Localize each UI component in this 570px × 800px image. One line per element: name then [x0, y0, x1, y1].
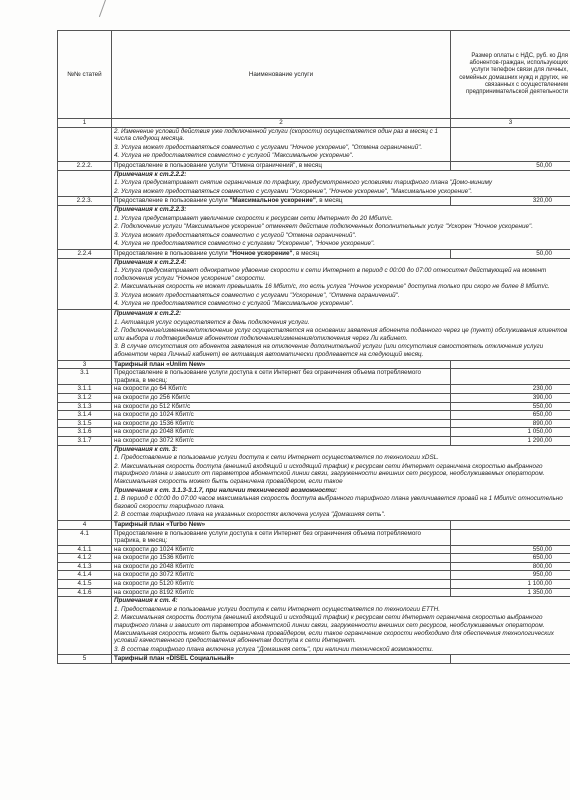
- speed-option: на скорости до 1024 Кбит/с: [112, 411, 451, 420]
- speed-option: на скорости до 512 Кбит/с: [112, 402, 451, 411]
- speed-option: на скорости до 1536 Кбит/с: [112, 554, 451, 563]
- article-number: 4.1.5: [58, 580, 112, 589]
- note-block: Примечания к ст.2.2: 1. Активация услуг осуществляется в день подключения услуги. 2. Подключение/изменение/отключение услуг осуществляется на основании заявления абонента поданного через це (пункт) обслуживания клиентов или выбора и подтверждения абонентом подключения/изменения/отключения через Ли кабинет. 3. В случае отсутствия от абонента заявления на отключение дополнительной услуги (или отсутствия самостоятель отключения услуги абонентом через Личный кабинет) ее активация автоматически продлевается на следующий месяц.: [112, 310, 570, 361]
- service-name: Предоставление в пользование услуги доступа к сети Интернет без ограничения объема потребляемого трафика, в месяц:: [112, 529, 451, 545]
- tariff-plan-title: Тарифный план «Unlim New»: [112, 360, 451, 369]
- speed-option: на скорости до 3072 Кбит/с: [112, 436, 451, 445]
- speed-option: на скорости до 2048 Кбит/с: [112, 562, 451, 571]
- price-cell: 650,00: [451, 411, 570, 420]
- article-number: 4: [58, 520, 112, 529]
- article-number: 2.2.4: [58, 249, 112, 258]
- price-cell: 650,00: [451, 554, 570, 563]
- price-cell: 230,00: [451, 385, 570, 394]
- price-cell: 950,00: [451, 571, 570, 580]
- price-cell: 890,00: [451, 419, 570, 428]
- note-block: Примечания к ст.2.2.3: 1. Услуга предусматривает увеличение скорости к ресурсам сети Интернет до 20 Мбит/с. 2. Подключение услуги "Максимальное ускорение" отменяет действие подключенных дополнительных услуг "Ускорен "Ночное ускорение". 3. Услуга может предоставляться совместно с услугой "Отмена ограничений". 4. Услуга не предоставляется совместно с услугами "Ускорение", "Ночное ускорение".: [112, 205, 570, 249]
- speed-option: на скорости до 3072 Кбит/с: [112, 571, 451, 580]
- article-number: 4.1.6: [58, 588, 112, 597]
- price-cell: 1 290,00: [451, 436, 570, 445]
- service-name: Предоставление в пользование услуги доступа к сети Интернет без ограничения объема потребляемого трафика, в месяц:: [112, 369, 451, 385]
- article-number: 4.1.1: [58, 545, 112, 554]
- article-number: 3.1.2: [58, 394, 112, 403]
- note-block: Примечания к ст. 3: 1. Предоставление в пользование услуги доступа к сети Интернет осуществляется по технологии xDSL. 2. Максимальная скорость доступа (внешний входящий и исходящий трафик) к ресурсам сети Интернет ограничена скоростью выбранного тарифного плана и зависит от параметров абонентской линии связи, загруженности внешних сет ресурсов, необслуживаемых оператором. Максимальная скорость может быть ограничена провайдером, если такое Примечания к ст. 3.1.3-3.1.7, при наличии технической возможности: 1. В период с 00:00 до 07:00 часов максимальная скорость доступа выбранного тарифного плана увеличивается провай на 1 Мбит/с относительно базовой скорости тарифного плана. 2. В состав тарифного плана на указанных скоростях включена услуга "Домашняя сеть".: [112, 445, 570, 520]
- column-number-1: 1: [58, 119, 112, 128]
- header-service-name: Наименование услуги: [112, 31, 451, 119]
- article-number: 3.1.3: [58, 402, 112, 411]
- article-number: 4.1.2: [58, 554, 112, 563]
- header-article-number: №№ статей: [58, 31, 112, 119]
- column-number-2: 2: [112, 119, 451, 128]
- article-number: 2.2.2.: [58, 161, 112, 170]
- article-number: 5: [58, 655, 112, 664]
- price-cell: 1 350,00: [451, 588, 570, 597]
- note-block: Примечания к ст.2.2.2: 1. Услуга предусматривает снятие ограничения по трафику, предусмотренного условиями тарифного плана "Домо-миниму 2. Услуга может предоставляться совместно с услугами "Ускорение", "Ночное ускорение", "Максимальное ускорение".: [112, 170, 570, 197]
- service-name: Предоставление в пользование услуги "Ночное ускорение", в месяц: [112, 249, 451, 258]
- price-cell: 390,00: [451, 394, 570, 403]
- speed-option: на скорости до 256 Кбит/с: [112, 394, 451, 403]
- speed-option: на скорости до 5120 Кбит/с: [112, 580, 451, 589]
- article-number: 3.1.7: [58, 436, 112, 445]
- article-number: 2.2.3.: [58, 197, 112, 206]
- price-cell: 550,00: [451, 402, 570, 411]
- speed-option: на скорости до 64 Кбит/с: [112, 385, 451, 394]
- tariff-plan-title: Тарифный план «Turbo New»: [112, 520, 451, 529]
- speed-option: на скорости до 2048 Кбит/с: [112, 428, 451, 437]
- paper-fold-mark: [99, 0, 106, 17]
- speed-option: на скорости до 8192 Кбит/с: [112, 588, 451, 597]
- article-number: 3: [58, 360, 112, 369]
- article-number: 3.1.5: [58, 419, 112, 428]
- tariff-plan-title: Тарифный план «DISEL Социальный»: [112, 655, 451, 664]
- note-block: Примечания к ст. 4: 1. Предоставление в пользование услуги доступа к сети Интернет осуществляется по технологии ETTH. 2. Максимальная скорость доступа (внешний входящий и исходящий трафик) к ресурсам сети Интернет ограничена скоростью выбранного тарифного плана и зависит от параметров абонентской линии связи, загруженности внешних сет ресурсов, необслуживаемых оператором. Максимальная скорость может быть ограничена провайдером, если такое ограничение скорости необходимо для обеспечения технологических условий качественного предоставления абонентам доступа к сети Интернет. 3. В состав тарифного плана включена услуга "Домашняя сеть", при наличии технической возможности.: [112, 597, 570, 655]
- article-number: 3.1: [58, 369, 112, 385]
- speed-option: на скорости до 1536 Кбит/с: [112, 419, 451, 428]
- article-number: 3.1.1: [58, 385, 112, 394]
- note-block: Примечания к ст.2.2.4: 1. Услуга предусматривает однократное удвоение скорости к сети Интернет в период с 00:00 до 07:00 относител действующей на момент подключения услуги "Ночное ускорение" скорости. 2. Максимальная скорость не может превышать 16 Мбит/с, то есть услуга "Ночное ускорение" доступна только при скоро не более 8 Мбит/с. 3. Услуга может предоставляться совместно с услугами "Ускорение", "Отмена ограничений". 4. Услуга не предоставляется совместно с услугой "Максимальное ускорение".: [112, 258, 570, 310]
- tariff-table: [57, 30, 570, 664]
- price-cell: 800,00: [451, 562, 570, 571]
- header-price: Размер оплаты с НДС, руб. ко Для абонентов-граждан, использующих услуги телефон связи для личных, семейных домашних нужд и других, не связанных с осуществлением предпринимательской деятельности: [451, 31, 570, 119]
- price-cell: 1 050,00: [451, 428, 570, 437]
- price-cell: 50,00: [451, 249, 570, 258]
- article-number: 3.1.6: [58, 428, 112, 437]
- article-number: 4.1.4: [58, 571, 112, 580]
- price-cell: 1 100,00: [451, 580, 570, 589]
- price-cell: 320,00: [451, 197, 570, 206]
- article-number: 3.1.4: [58, 411, 112, 420]
- price-cell: 50,00: [451, 161, 570, 170]
- price-cell: 550,00: [451, 545, 570, 554]
- column-number-3: 3: [451, 119, 570, 128]
- note-block: 2. Изменение условий действия уже подключенной услуги (скорости) осуществляется один раз в месяц с 1 числа следующ месяца. 3. Услуга может предоставляться совместно с услугами "Ночное ускорение", "Отмена ограничений". 4. Услуга не предоставляется совместно с услугой "Максимальное ускорение".: [112, 127, 451, 161]
- service-name: Предоставление в пользование услуги "Отмена ограничений", в месяц: [112, 161, 451, 170]
- article-number: 4.1.3: [58, 562, 112, 571]
- service-name: Предоставление в пользование услуги "Максимальное ускорение", в месяц: [112, 197, 451, 206]
- article-number: 4.1: [58, 529, 112, 545]
- speed-option: на скорости до 1024 Кбит/с: [112, 545, 451, 554]
